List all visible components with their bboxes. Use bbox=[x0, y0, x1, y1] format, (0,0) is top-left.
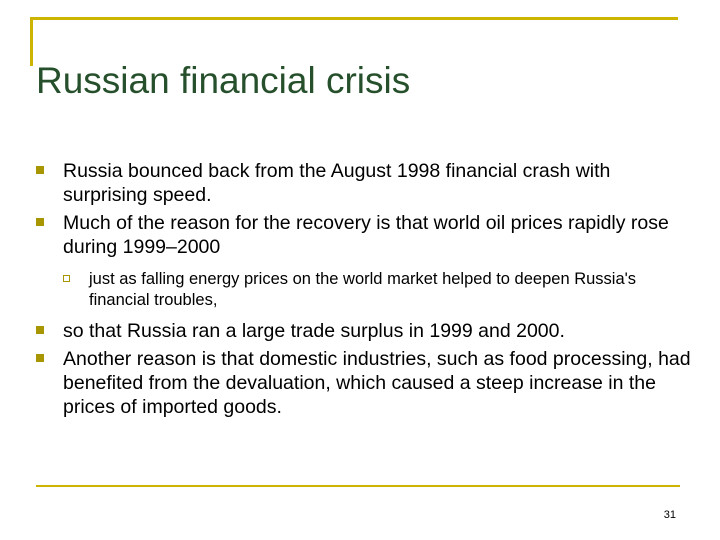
left-rule bbox=[30, 17, 33, 66]
bullet-text: Russia bounced back from the August 1998 financial crash with surprising speed. bbox=[63, 160, 611, 206]
hollow-square-bullet-icon bbox=[63, 275, 70, 282]
bullet-item bbox=[36, 347, 696, 419]
slide-title: Russian financial crisis bbox=[36, 60, 411, 101]
bullet-text: Much of the reason for the recovery is that world oil prices rapidly rose during 1999–2000 bbox=[63, 212, 669, 258]
sub-bullet-text: just as falling energy prices on the world market helped to deepen Russia's financial troubles, bbox=[89, 270, 637, 309]
top-rule bbox=[30, 17, 678, 20]
bullet-item bbox=[36, 319, 696, 343]
bullet-text: Another reason is that domestic industries, such as food processing, had benefited from the devaluation, which caused a steep increase in the prices of imported goods. bbox=[63, 348, 691, 418]
square-bullet-icon bbox=[36, 166, 44, 174]
square-bullet-icon bbox=[36, 218, 44, 226]
bullet-text: so that Russia ran a large trade surplus in 1999 and 2000. bbox=[63, 320, 565, 342]
square-bullet-icon bbox=[36, 354, 44, 362]
square-bullet-icon bbox=[36, 326, 44, 334]
page-number: 31 bbox=[663, 509, 676, 521]
bullet-item bbox=[36, 159, 696, 207]
bullet-list bbox=[36, 159, 696, 423]
bottom-rule bbox=[36, 485, 680, 487]
sub-bullet-item bbox=[63, 269, 696, 311]
bullet-item bbox=[36, 211, 696, 259]
